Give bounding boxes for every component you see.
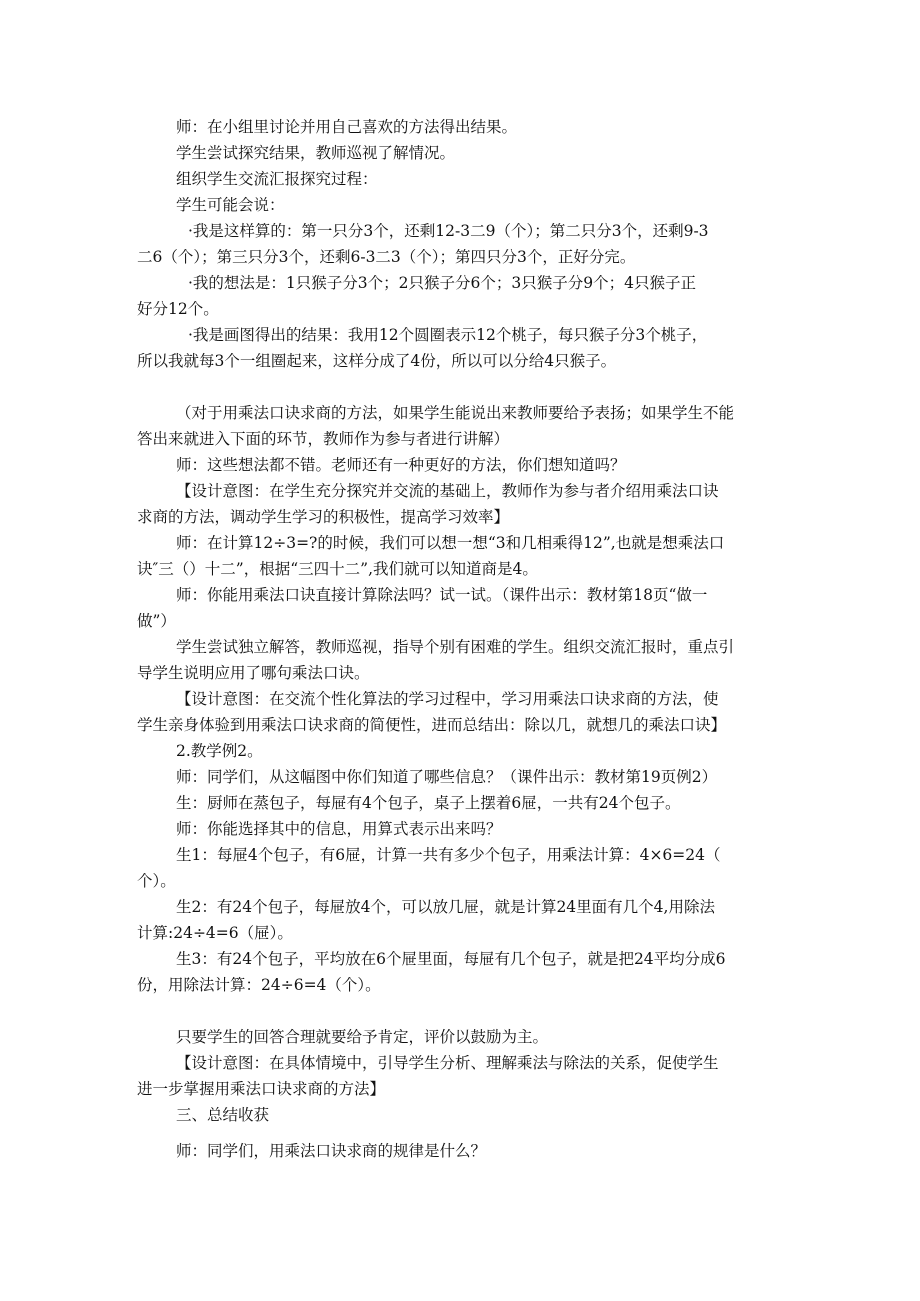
paragraph-line: 二6（个）；第三只分3个，还剩6-3二3（个）；第四只分3个，正好分完。 [137, 248, 636, 266]
section-heading: 2.教学例2。 [176, 742, 263, 760]
paragraph-line: 份，用除法计算：24÷6=4（个）。 [137, 976, 381, 994]
paragraph-line: 师：同学们，用乘法口诀求商的规律是什么？ [176, 1142, 487, 1160]
design-intent-line: 【设计意图：在交流个性化算法的学习过程中，学习用乘法口诀求商的方法，使 [176, 690, 719, 708]
design-intent-line: 【设计意图：在学生充分探究并交流的基础上，教师作为参与者介绍用乘法口诀 [176, 482, 719, 500]
paragraph-line: 诀″三（）十二”，根据“三四十二”,我们就可以知道商是4。 [137, 560, 538, 578]
design-intent-line: 【设计意图：在具体情境中，引导学生分析、理解乘法与除法的关系，促使学生 [176, 1054, 719, 1072]
paragraph-line: 所以我就每3个一组圈起来，这样分成了4份，所以可以分给4只猴子。 [137, 352, 617, 370]
paragraph-line: 生：厨师在蒸包子，每屉有4个包子，桌子上摆着6屉，一共有24个包子。 [176, 794, 681, 812]
paragraph-line: 组织学生交流汇报探究过程： [176, 170, 378, 188]
paragraph-line: 生3：有24个包子，平均放在6个屉里面，每屉有几个包子，就是把24平均分成6 [176, 950, 726, 968]
design-intent-line: 求商的方法，调动学生学习的积极性，提高学习效率】 [137, 508, 510, 526]
paragraph-line: 学生尝试探究结果，教师巡视了解情况。 [176, 144, 456, 162]
paragraph-line: 师：在小组里讨论并用自己喜欢的方法得出结果。 [176, 118, 518, 136]
design-intent-line: 进一步掌握用乘法口诀求商的方法】 [137, 1080, 386, 1098]
paragraph-line: （对于用乘法口诀求商的方法，如果学生能说出来教师要给予表扬；如果学生不能 [176, 404, 735, 422]
design-intent-line: 学生亲身体验到用乘法口诀求商的简便性，进而总结出：除以几，就想几的乘法口诀】 [137, 716, 727, 734]
paragraph-line: 师：同学们，从这幅图中你们知道了哪些信息？（课件出示：教材第19页例2） [176, 768, 718, 786]
paragraph-line: 生1：每屉4个包子，有6屉，计算一共有多少个包子，用乘法计算：4×6=24（ [176, 846, 721, 864]
paragraph-line: 做”） [137, 612, 176, 630]
paragraph-line: 师：这些想法都不错。老师还有一种更好的方法，你们想知道吗？ [176, 456, 626, 474]
section-heading: 三、总结收获 [176, 1106, 270, 1124]
paragraph-line: 师：你能选择其中的信息，用算式表示出来吗？ [176, 820, 502, 838]
bullet-line: ·我是这样算的：第一只分3个，还剩12-3二9（个）；第二只分3个，还剩9-3 [188, 222, 709, 240]
bullet-line: ·我是画图得出的结果：我用12个圆圈表示12个桃子，每只猴子分3个桃子， [188, 326, 708, 344]
paragraph-line: 师：在计算12÷3=?的时候，我们可以想一想“3和几相乘得12”,也就是想乘法口 [176, 534, 725, 552]
paragraph-line: 师：你能用乘法口诀直接计算除法吗？试一试。（课件出示：教材第18页“做一 [176, 586, 708, 604]
paragraph-line: 导学生说明应用了哪句乘法口诀。 [137, 664, 370, 682]
paragraph-line: 个）。 [137, 872, 176, 890]
paragraph-line: 学生可能会说： [176, 196, 285, 214]
bullet-line: ·我的想法是：1只猴子分3个；2只猴子分6个；3只猴子分9个；4只猴子正 [188, 274, 696, 292]
paragraph-line: 学生尝试独立解答，教师巡视，指导个别有困难的学生。组织交流汇报时，重点引 [176, 638, 735, 656]
paragraph-line: 计算:24÷4=6（屉）。 [137, 924, 293, 942]
paragraph-line: 生2：有24个包子，每屉放4个，可以放几屉，就是计算24里面有几个4,用除法 [176, 898, 715, 916]
paragraph-line: 只要学生的回答合理就要给予肯定，评价以鼓励为主。 [176, 1028, 549, 1046]
paragraph-line: 好分12个。 [137, 300, 219, 318]
paragraph-line: 答出来就进入下面的环节，教师作为参与者进行讲解） [137, 430, 510, 448]
